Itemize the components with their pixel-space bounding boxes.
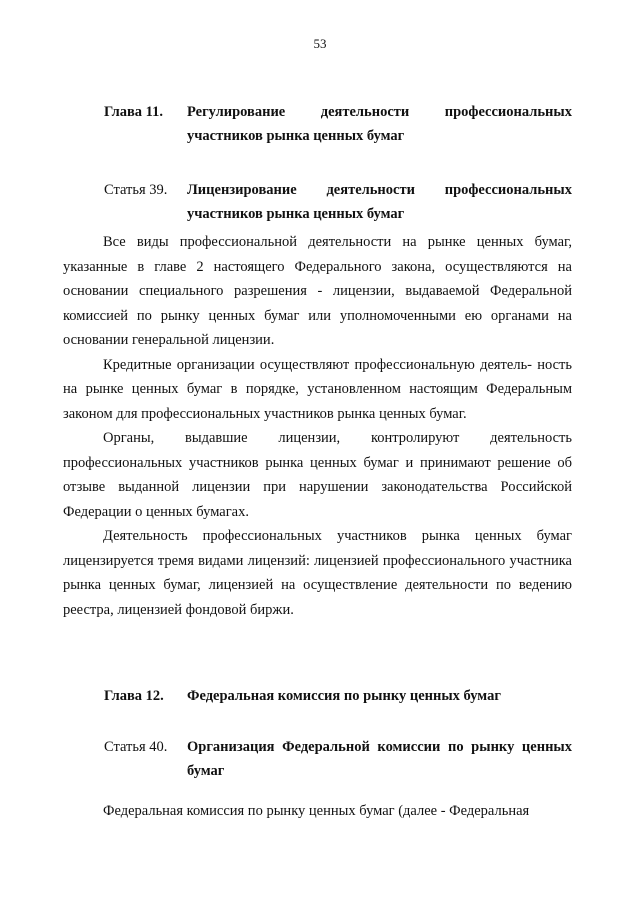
- paragraph-2: Кредитные организации осуществляют профессиональную деятель- ность на рынке ценных бумаг в порядке, установленном настоящим Федеральным законом для профессиональных участников рынка ценных бумаг.: [63, 356, 572, 422]
- article-40-body: [63, 799, 572, 824]
- chapter-11-title: Регулирование деятельности профессиональных участников рынка ценных бумаг: [187, 104, 572, 144]
- chapter-11-label: Глава 11.: [104, 104, 164, 120]
- article-40-label: Статья 40.: [104, 739, 168, 755]
- article-40-title: Организация Федеральной комиссии по рынку ценных бумаг: [187, 739, 572, 779]
- paragraph-4: Деятельность профессиональных участников рынка ценных бумаг лицензируется тремя видами лицензий: лицензией профессионального участника рынка ценных бумаг, лицензией на осуществление деятельности по ведению реестра, лицензией фондовой биржи.: [63, 528, 572, 618]
- paragraph-1: Все виды профессиональной деятельности на рынке ценных бумаг, указанные в главе 2 настоящего Федерального закона, осуществляются на основании специального разрешения - лицензии, выдаваемой Федеральной комиссией по рынку ценных бумаг или уполномоченными ею органами на основании генеральной лицензии.: [63, 234, 572, 348]
- chapter-12-heading: [104, 684, 572, 708]
- chapter-11-heading: [104, 100, 572, 148]
- article-39-heading: [104, 178, 572, 226]
- article-39-title: Лицензирование деятельности профессиональных участников рынка ценных бумаг: [187, 182, 572, 222]
- final-paragraph: Федеральная комиссия по рынку ценных бумаг (далее - Федеральная: [103, 803, 530, 819]
- article-39-label: Статья 39.: [104, 182, 168, 198]
- chapter-12-label: Глава 12.: [104, 688, 164, 704]
- article-40-heading: [104, 735, 572, 783]
- paragraph-3: Органы, выдавшие лицензии, контролируют деятельность профессиональных участников рынка ценных бумаг и принимают решение об отзыве выданной лицензии при нарушении законодательства Российской Федерации о ценных бумагах.: [63, 430, 572, 520]
- chapter-12-title: Федеральная комиссия по рынку ценных бумаг: [187, 688, 501, 704]
- article-39-body: [63, 230, 572, 622]
- page-number: 53: [313, 36, 327, 51]
